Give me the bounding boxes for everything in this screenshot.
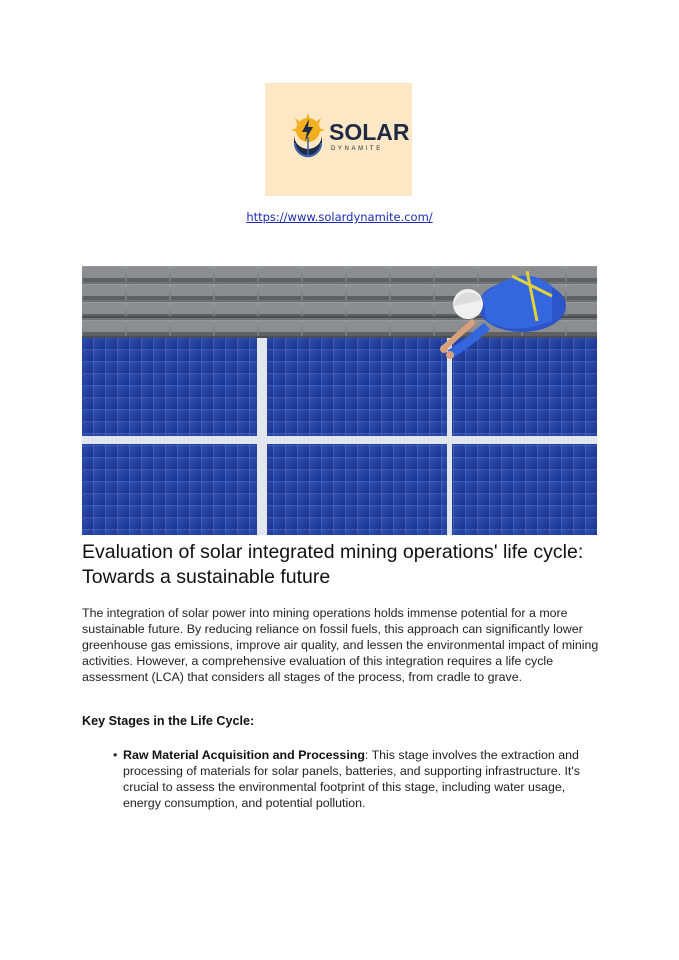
- stage-list: [103, 747, 593, 811]
- stage-description: : This stage involves the extraction and processing of materials for solar panels, batteries, and supporting infrastructure. It's crucial to assess the environmental footprint of this stage, including water usage, energy consumption, and potential pollution.: [123, 748, 580, 811]
- stage-name: Raw Material Acquisition and Processing: [123, 748, 365, 762]
- website-link[interactable]: https://www.solardynamite.com/: [246, 210, 433, 224]
- bullet: •: [113, 748, 118, 762]
- solar-dynamite-logo: [265, 83, 412, 196]
- logo-wordmark: SOLAR: [329, 119, 410, 145]
- sun-bolt-globe-icon: [291, 113, 325, 161]
- solar-roof-illustration: [82, 266, 597, 535]
- key-stages-heading: Key Stages in the Life Cycle:: [82, 714, 255, 728]
- article-title: Evaluation of solar integrated mining operations' life cycle: Towards a sustainable future: [82, 541, 584, 588]
- logo-tagline: DYNAMITE: [331, 146, 383, 152]
- list-item: [103, 747, 593, 811]
- intro-paragraph: The integration of solar power into mining operations holds immense potential for a more sustainable future. By reducing reliance on fossil fuels, this approach can significantly lower greenhouse gas emissions, improve air quality, and lessen the environmental impact of mining activities. However, a comprehensive evaluation of this integration requires a life cycle assessment (LCA) that considers all stages of the process, from cradle to grave.: [82, 606, 599, 685]
- website-url-line: [0, 208, 679, 226]
- hero-solar-panels-image: [82, 266, 597, 535]
